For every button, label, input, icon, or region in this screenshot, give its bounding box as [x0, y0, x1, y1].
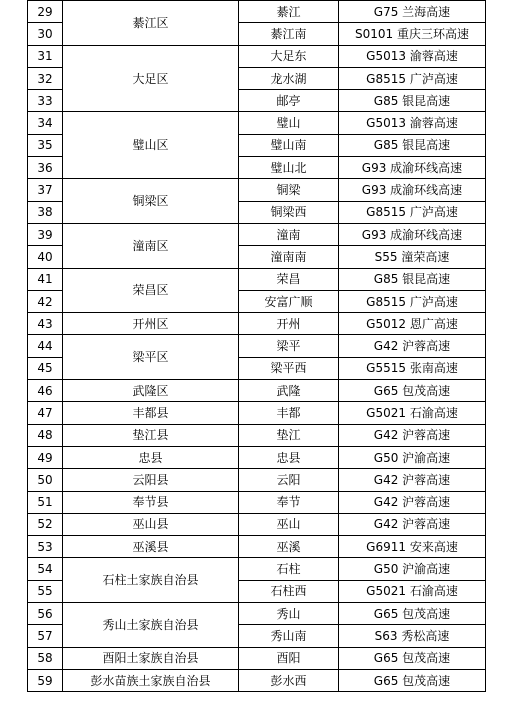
station-cell: 邮亭 [239, 90, 339, 112]
table-row [28, 647, 486, 669]
station-cell: 安富广顺 [239, 290, 339, 312]
row-number-cell: 32 [28, 67, 63, 89]
district-cell: 丰都县 [63, 402, 239, 424]
station-cell: 铜梁 [239, 179, 339, 201]
district-cell: 彭水苗族土家族自治县 [63, 669, 239, 691]
highway-cell: G42 沪蓉高速 [339, 491, 486, 513]
table-row [28, 223, 486, 245]
station-table [27, 0, 486, 692]
row-number-cell: 39 [28, 223, 63, 245]
row-number-cell: 29 [28, 1, 63, 23]
station-cell: 璧山 [239, 112, 339, 134]
row-number-cell: 57 [28, 625, 63, 647]
row-number-cell: 30 [28, 23, 63, 45]
table-row [28, 1, 486, 23]
highway-cell: G6911 安来高速 [339, 536, 486, 558]
station-cell: 大足东 [239, 45, 339, 67]
row-number-cell: 59 [28, 669, 63, 691]
row-number-cell: 53 [28, 536, 63, 558]
highway-cell: S55 潼荣高速 [339, 246, 486, 268]
station-cell: 秀山 [239, 603, 339, 625]
highway-cell: S63 秀松高速 [339, 625, 486, 647]
highway-cell: G85 银昆高速 [339, 134, 486, 156]
station-cell: 云阳 [239, 469, 339, 491]
highway-cell: G42 沪蓉高速 [339, 469, 486, 491]
station-cell: 忠县 [239, 446, 339, 468]
station-cell: 巫溪 [239, 536, 339, 558]
row-number-cell: 41 [28, 268, 63, 290]
district-cell: 酉阳土家族自治县 [63, 647, 239, 669]
row-number-cell: 56 [28, 603, 63, 625]
row-number-cell: 46 [28, 380, 63, 402]
station-cell: 奉节 [239, 491, 339, 513]
row-number-cell: 50 [28, 469, 63, 491]
station-cell: 璧山北 [239, 157, 339, 179]
district-cell: 铜梁区 [63, 179, 239, 224]
station-cell: 潼南 [239, 223, 339, 245]
highway-cell: G42 沪蓉高速 [339, 424, 486, 446]
station-cell: 巫山 [239, 513, 339, 535]
table-row [28, 669, 486, 691]
highway-cell: G75 兰海高速 [339, 1, 486, 23]
highway-cell: G65 包茂高速 [339, 669, 486, 691]
highway-cell: G8515 广泸高速 [339, 290, 486, 312]
table-row [28, 603, 486, 625]
row-number-cell: 47 [28, 402, 63, 424]
row-number-cell: 37 [28, 179, 63, 201]
district-cell: 开州区 [63, 313, 239, 335]
district-cell: 秀山土家族自治县 [63, 603, 239, 648]
district-cell: 奉节县 [63, 491, 239, 513]
district-cell: 巫山县 [63, 513, 239, 535]
table-row [28, 513, 486, 535]
highway-cell: G65 包茂高速 [339, 380, 486, 402]
row-number-cell: 43 [28, 313, 63, 335]
station-cell: 彭水西 [239, 669, 339, 691]
row-number-cell: 40 [28, 246, 63, 268]
station-cell: 潼南南 [239, 246, 339, 268]
table-row [28, 424, 486, 446]
highway-cell: G50 沪渝高速 [339, 558, 486, 580]
row-number-cell: 36 [28, 157, 63, 179]
highway-cell: G5021 石渝高速 [339, 580, 486, 602]
station-cell: 石柱 [239, 558, 339, 580]
station-cell: 丰都 [239, 402, 339, 424]
district-cell: 武隆区 [63, 380, 239, 402]
table-row [28, 446, 486, 468]
row-number-cell: 31 [28, 45, 63, 67]
district-cell: 潼南区 [63, 223, 239, 268]
table-row [28, 558, 486, 580]
district-cell: 梁平区 [63, 335, 239, 380]
row-number-cell: 55 [28, 580, 63, 602]
highway-cell: G5012 恩广高速 [339, 313, 486, 335]
district-cell: 石柱土家族自治县 [63, 558, 239, 603]
table-row [28, 268, 486, 290]
station-cell: 梁平西 [239, 357, 339, 379]
highway-cell: G42 沪蓉高速 [339, 335, 486, 357]
row-number-cell: 49 [28, 446, 63, 468]
station-cell: 龙水湖 [239, 67, 339, 89]
station-cell: 秀山南 [239, 625, 339, 647]
row-number-cell: 51 [28, 491, 63, 513]
station-cell: 梁平 [239, 335, 339, 357]
highway-cell: G5013 渝蓉高速 [339, 112, 486, 134]
district-cell: 云阳县 [63, 469, 239, 491]
district-cell: 荣昌区 [63, 268, 239, 313]
district-cell: 忠县 [63, 446, 239, 468]
station-table-body [28, 1, 486, 692]
highway-cell: G5013 渝蓉高速 [339, 45, 486, 67]
station-cell: 开州 [239, 313, 339, 335]
station-cell: 铜梁西 [239, 201, 339, 223]
table-row [28, 112, 486, 134]
table-row [28, 335, 486, 357]
row-number-cell: 35 [28, 134, 63, 156]
highway-cell: G8515 广泸高速 [339, 201, 486, 223]
highway-cell: G5021 石渝高速 [339, 402, 486, 424]
district-cell: 大足区 [63, 45, 239, 112]
row-number-cell: 34 [28, 112, 63, 134]
highway-cell: G93 成渝环线高速 [339, 223, 486, 245]
row-number-cell: 42 [28, 290, 63, 312]
table-row [28, 491, 486, 513]
row-number-cell: 45 [28, 357, 63, 379]
district-cell: 巫溪县 [63, 536, 239, 558]
row-number-cell: 48 [28, 424, 63, 446]
table-row [28, 469, 486, 491]
table-row [28, 313, 486, 335]
highway-cell: G65 包茂高速 [339, 603, 486, 625]
highway-cell: G93 成渝环线高速 [339, 179, 486, 201]
highway-cell: G8515 广泸高速 [339, 67, 486, 89]
highway-cell: G50 沪渝高速 [339, 446, 486, 468]
station-cell: 綦江 [239, 1, 339, 23]
highway-cell: G85 银昆高速 [339, 90, 486, 112]
station-cell: 垫江 [239, 424, 339, 446]
row-number-cell: 54 [28, 558, 63, 580]
highway-cell: G85 银昆高速 [339, 268, 486, 290]
row-number-cell: 38 [28, 201, 63, 223]
row-number-cell: 52 [28, 513, 63, 535]
station-cell: 石柱西 [239, 580, 339, 602]
highway-cell: G5515 张南高速 [339, 357, 486, 379]
row-number-cell: 58 [28, 647, 63, 669]
highway-cell: S0101 重庆三环高速 [339, 23, 486, 45]
table-row [28, 45, 486, 67]
district-cell: 綦江区 [63, 1, 239, 46]
row-number-cell: 44 [28, 335, 63, 357]
table-row [28, 179, 486, 201]
station-cell: 荣昌 [239, 268, 339, 290]
station-cell: 酉阳 [239, 647, 339, 669]
station-cell: 璧山南 [239, 134, 339, 156]
highway-cell: G65 包茂高速 [339, 647, 486, 669]
table-row [28, 402, 486, 424]
row-number-cell: 33 [28, 90, 63, 112]
district-cell: 垫江县 [63, 424, 239, 446]
highway-cell: G42 沪蓉高速 [339, 513, 486, 535]
table-row [28, 536, 486, 558]
district-cell: 璧山区 [63, 112, 239, 179]
table-row [28, 380, 486, 402]
station-cell: 武隆 [239, 380, 339, 402]
station-cell: 綦江南 [239, 23, 339, 45]
highway-cell: G93 成渝环线高速 [339, 157, 486, 179]
